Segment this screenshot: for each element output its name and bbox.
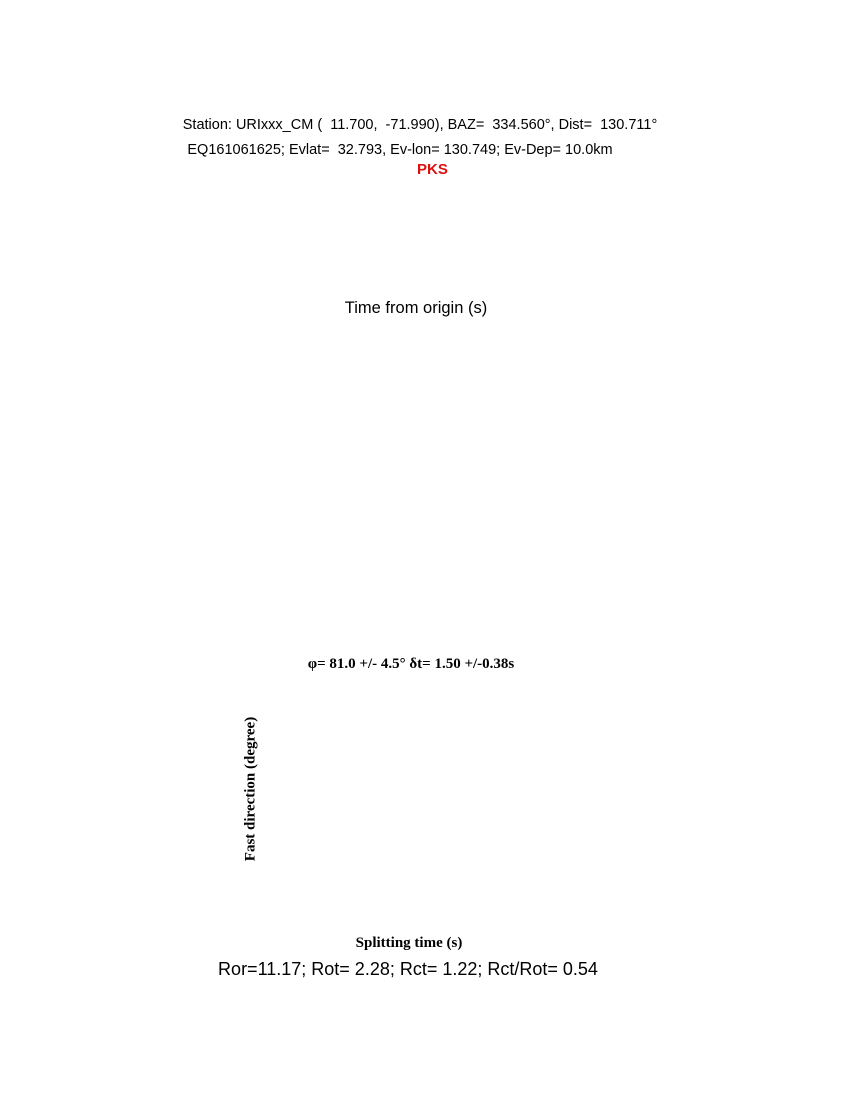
time-axis-label: Time from origin (s): [344, 299, 488, 317]
contour-title: φ= 81.0 +/- 4.5° δt= 1.50 +/-0.38s: [307, 656, 515, 672]
event-header: EQ161061625; Evlat= 32.793, Ev-lon= 130.749; Ev-Dep= 10.0km: [187, 142, 613, 158]
station-header: Station: URIxxx_CM ( 11.700, -71.990), BAZ= 334.560°, Dist= 130.711°: [182, 117, 658, 133]
contour-y-axis-label: Fast direction (degree): [242, 716, 259, 862]
contour-x-axis-label: Splitting time (s): [355, 935, 463, 951]
results-footer: Ror=11.17; Rot= 2.28; Rct= 1.22; Rct/Rot= 0.54: [218, 959, 598, 979]
phase-label: PKS: [417, 161, 448, 178]
